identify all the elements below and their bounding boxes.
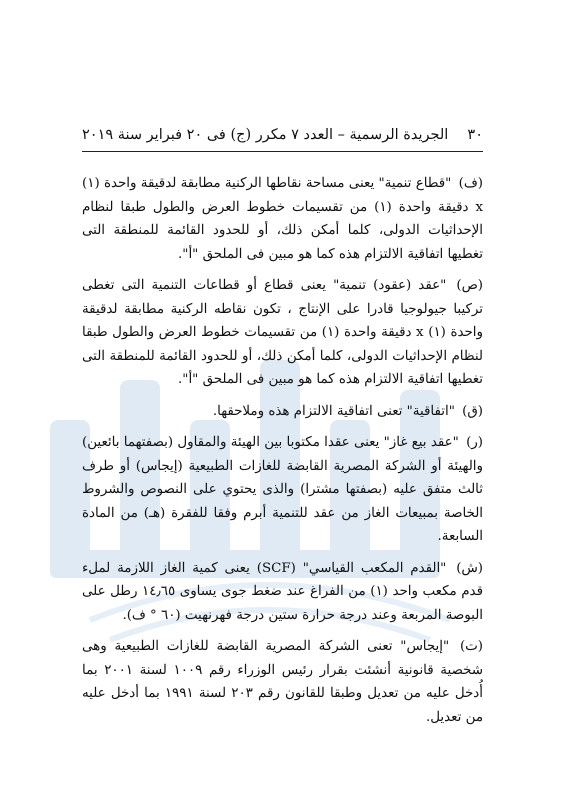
definition-item [82, 172, 483, 266]
definition-marker: (ر) [466, 435, 483, 450]
definition-text: "عقد بيع غاز" يعنى عقدا مكتوبا بين الهيئة والمقاول (بصفتهما بائعين) والهيئة أو الشركة المصرية القابضة للغازات الطبيعية (إيجاس) أو طرف ثالث متفق عليه (بصفتها مشترا) والذى يحتوي على النصوص والشروط الخاصة بمبيعات الغاز من عقد للتنمية أبرم وفقا للفقرة (هـ) من المادة السابعة. [82, 435, 483, 544]
gazette-title: الجريدة الرسمية – العدد ٧ مكرر (ج) فى ٢٠ فبراير سنة ٢٠١٩ [82, 127, 449, 143]
definition-marker: (ت) [459, 639, 483, 654]
definition-item [82, 557, 483, 628]
definition-marker: (ف) [458, 176, 483, 191]
definition-text: "إيجاس" تعنى الشركة المصرية القابضة للغازات الطبيعية وهى شخصية قانونية أنشئت بقرار رئيس الوزراء رقم ١٠٠٩ لسنة ٢٠٠١ بما أُدخل عليه من تعديل وطبقا للقانون رقم ٢٠٣ لسنة ١٩٩١ بما أدخل عليه من تعديل. [82, 639, 483, 725]
definition-text: "عقد (عقود) تنمية" يعنى قطاع أو قطاعات التنمية التى تغطى تركيبا جيولوجيا قادرا على الإنتاج ، تكون نقاطه الركنية مطابقة لدقيقة واحدة (١) x دقيقة واحدة (١) من تقسيمات خطوط العرض والطول طبقا لنظام الإحداثيات الدولى، كلما أمكن ذلك، أو للحدود القائمة للمنطقة التى تغطيها اتفاقية الالتزام هذه كما هو مبين فى الملحق "أ". [82, 278, 483, 387]
definition-marker: (ش) [456, 560, 483, 576]
definitions-list [82, 172, 483, 737]
definition-item [82, 635, 483, 729]
page-number: ٣٠ [467, 127, 483, 143]
definition-item [82, 274, 483, 392]
definition-text: "اتفاقية" تعنى اتفاقية الالتزام هذه وملاحقها. [212, 403, 455, 419]
definition-text: "القدم المكعب القياسي" (SCF) يعنى كمية الغاز اللازمة لملء قدم مكعب واحد (١) من الفراغ عند ضغط جوى يساوى ١٤٫٦٥ رطل على البوصة المربعة وعند درجة حرارة ستين درجة فهرنهيت (٦٠ ° ف). [82, 560, 483, 623]
definition-item [82, 400, 483, 424]
definition-item [82, 431, 483, 549]
definition-marker: (ق) [462, 403, 483, 419]
definition-marker: (ص) [456, 278, 483, 293]
page-header [82, 127, 483, 143]
header-divider [82, 151, 483, 152]
definition-text: "قطاع تنمية" يعنى مساحة نقاطها الركنية مطابقة لدقيقة واحدة (١) x دقيقة واحدة (١) من تقسيمات خطوط العرض والطول طبقا لنظام الإحداثيات الدولى، كلما أمكن ذلك، أو للحدود القائمة للمنطقة التى تغطيها اتفاقية الالتزام هذه كما هو مبين فى الملحق "أ". [82, 176, 483, 262]
